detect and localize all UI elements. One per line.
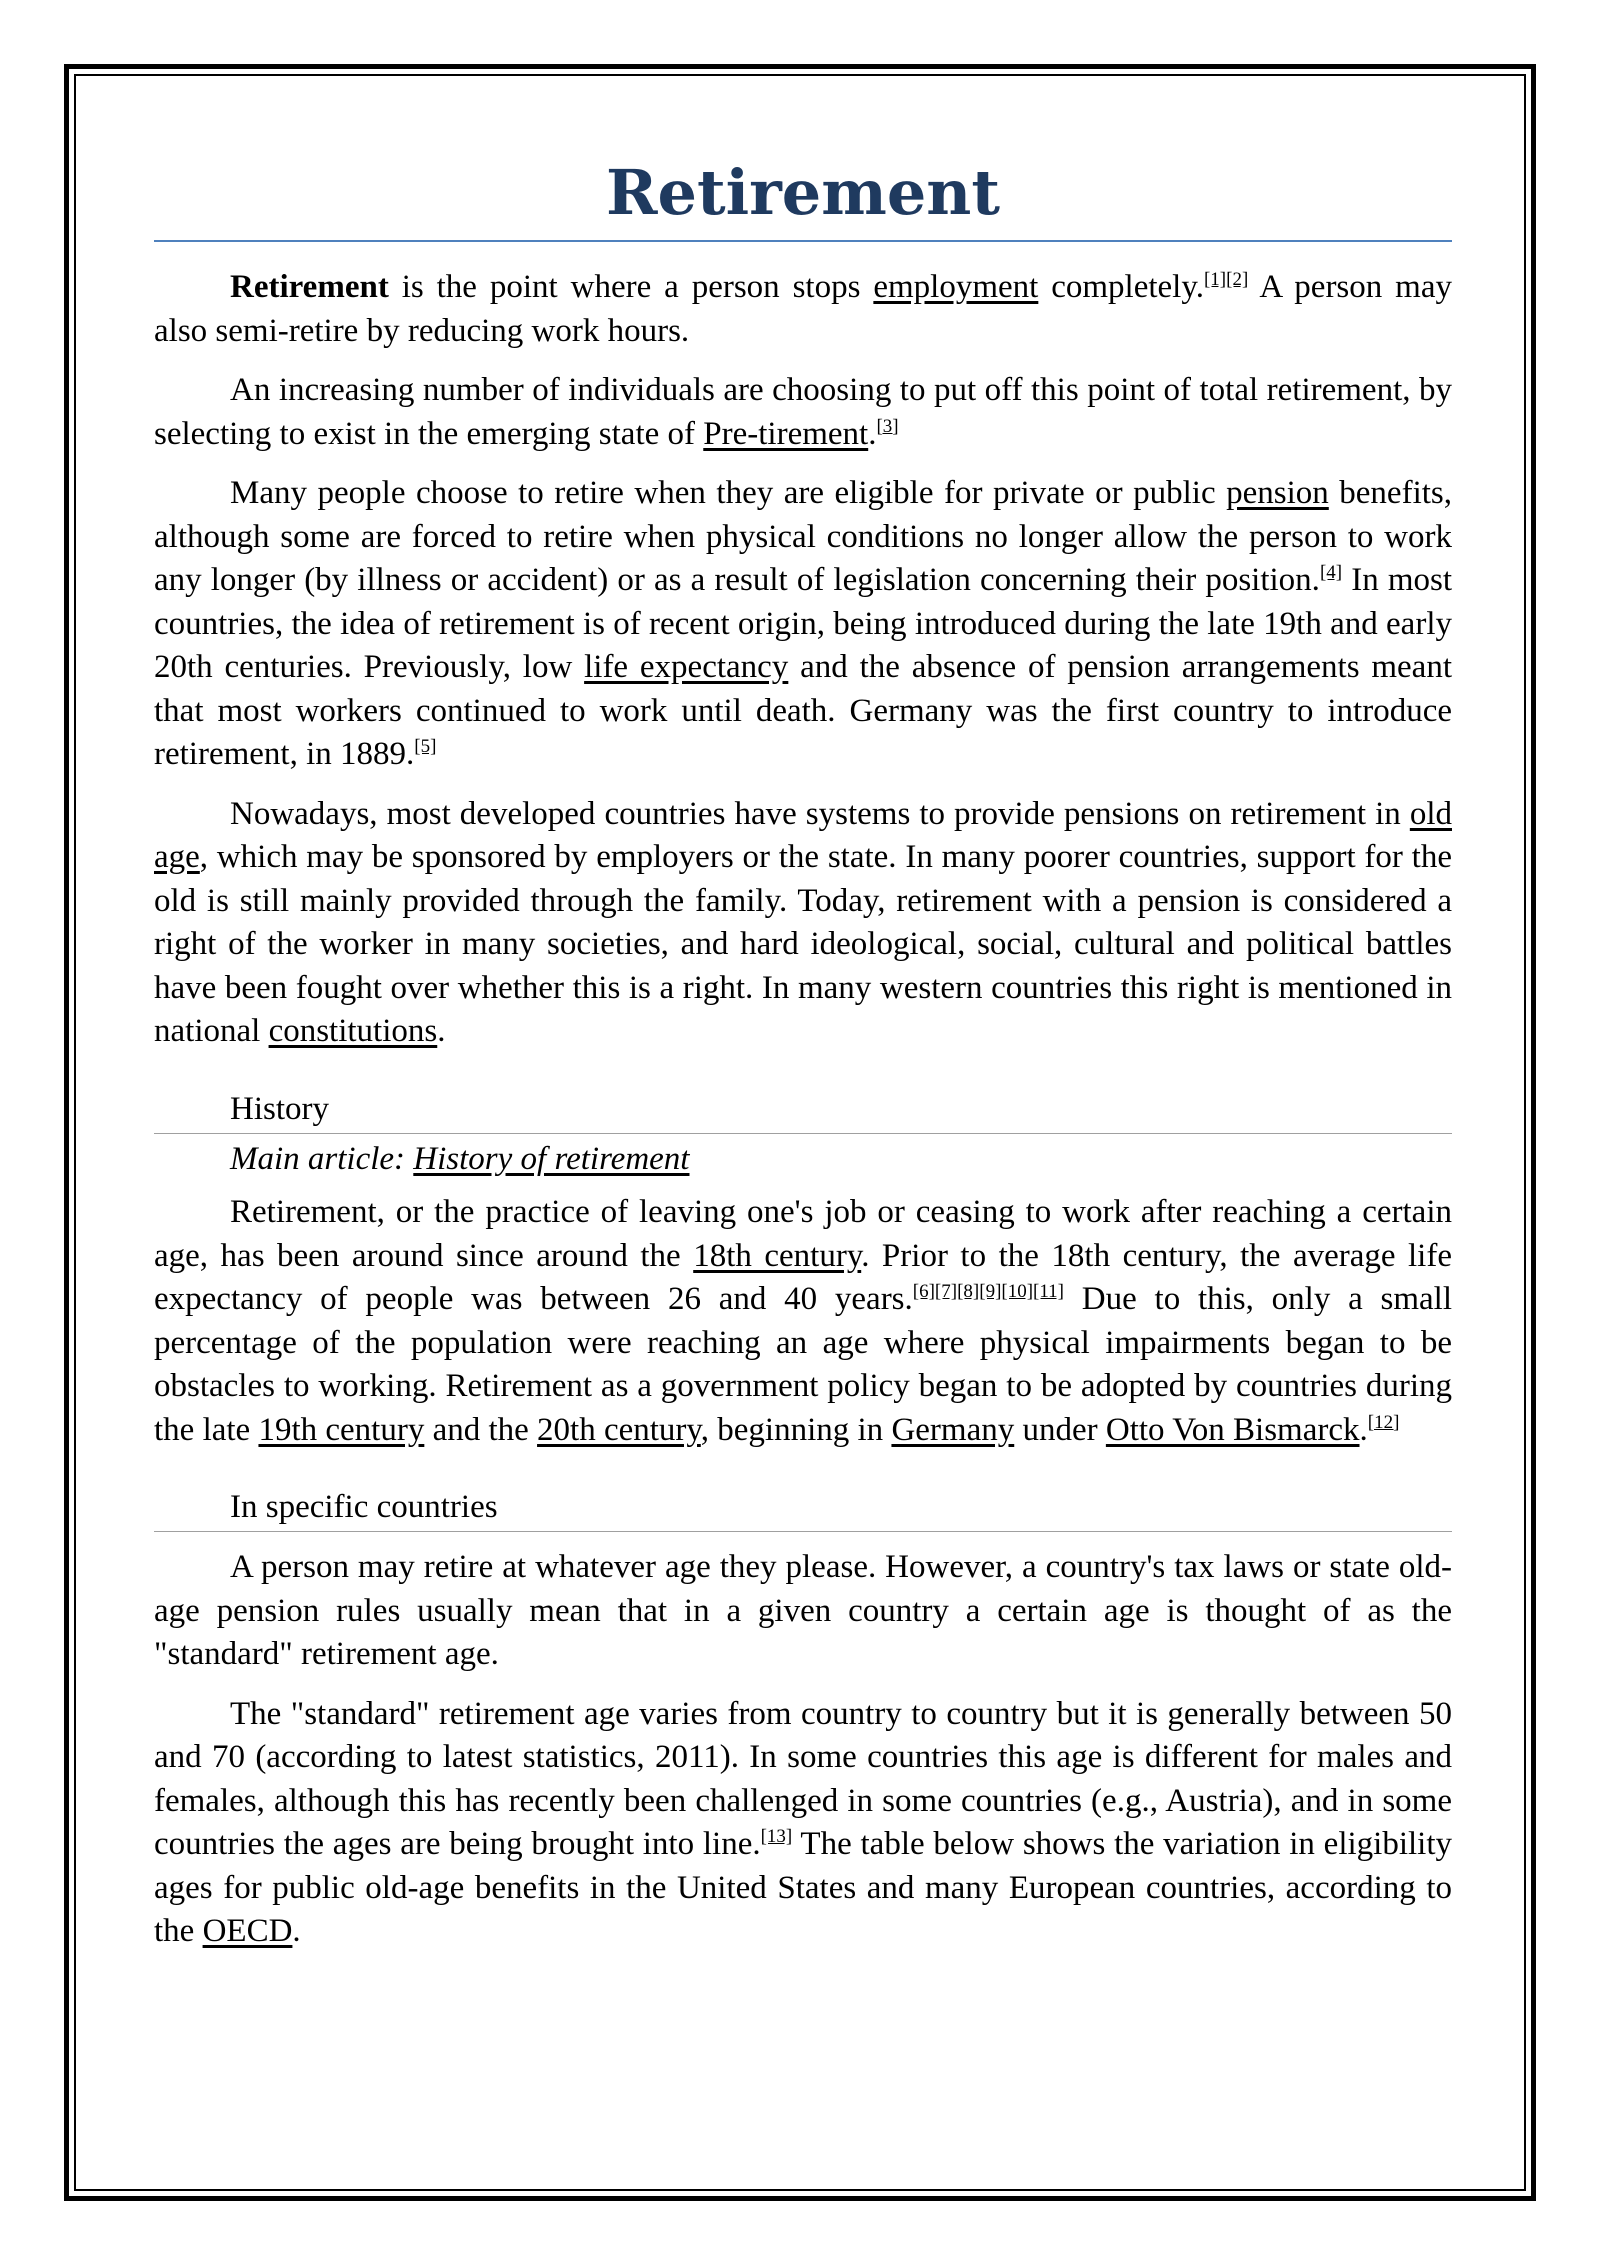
intro-paragraph-2: [154, 369, 1452, 456]
link-old-age[interactable]: old age: [154, 795, 1452, 875]
section-heading-specific-countries: In specific countries: [154, 1486, 1452, 1532]
section-heading-history: History: [154, 1088, 1452, 1134]
text-run: completely.: [1038, 269, 1204, 305]
citation-3[interactable]: [3]: [876, 415, 899, 437]
citation-6-11[interactable]: [6][7][8][9][10][11]: [912, 1281, 1065, 1302]
citation-4[interactable]: [4]: [1319, 562, 1343, 583]
countries-paragraph-2: [154, 1693, 1452, 1954]
link-otto-von-bismarck[interactable]: Otto Von Bismarck: [1105, 1411, 1360, 1448]
text-run: , beginning in: [700, 1411, 892, 1448]
text-run: . Prior to the 18th century, the average life expectancy of people was between 26 and 40 years.: [154, 1237, 1452, 1317]
link-oecd[interactable]: OECD: [202, 1913, 293, 1949]
text-run: .: [1359, 1411, 1368, 1448]
link-20th-century[interactable]: 20th century: [537, 1411, 701, 1448]
countries-paragraph-1: A person may retire at whatever age they please. However, a country's tax laws or state old-age pension rules usually mean that in a given country a certain age is thought of as the "standard" retirement age.: [154, 1549, 1452, 1672]
text-run: Due to this, only a small percentage of the population were reaching an age where physical impairments began to be obstacles to working. Retirement as a government policy began to be adopted by countries during the late: [154, 1281, 1453, 1448]
link-germany[interactable]: Germany: [891, 1411, 1015, 1448]
text-run: is the point where a person stops: [388, 269, 874, 305]
link-employment[interactable]: employment: [873, 269, 1039, 305]
text-run: and the: [424, 1411, 538, 1448]
citation-5[interactable]: [5]: [414, 736, 437, 757]
text-run: An increasing number of individuals are choosing to put off this point of total retirement, by selecting to exist in the emerging state of: [154, 372, 1452, 452]
history-paragraph: [154, 1191, 1452, 1452]
citation-1-2[interactable]: [1][2]: [1203, 269, 1249, 290]
text-run: .: [292, 1913, 301, 1949]
text-run: and the absence of pension arrangements meant that most workers continued to work until death. Germany was the first country to introduce retirement, in 1889.: [154, 649, 1452, 772]
text-run: benefits, although some are forced to retire when physical conditions no longer allow the person to work any longer (by illness or accident) or as a result of legislation concerning their position.: [154, 475, 1453, 598]
link-life-expectancy[interactable]: life expectancy: [584, 649, 789, 685]
page-title: Retirement: [605, 156, 1001, 229]
intro-paragraph-3: [154, 472, 1452, 777]
link-pre-tirement[interactable]: Pre-tirement: [703, 415, 869, 452]
term-bold: Retirement: [230, 269, 389, 305]
text-run: Nowadays, most developed countries have systems to provide pensions on retirement in: [230, 795, 1410, 832]
hatnote-prefix: Main article:: [230, 1140, 414, 1177]
text-run: A person may also semi-retire by reducing work hours.: [154, 269, 1452, 349]
intro-paragraph-4: [154, 793, 1452, 1054]
text-run: The "standard" retirement age varies from country to country but it is generally between 50 and 70 (according to latest statistics, 2011). In some countries this age is different for males and females, although this has recently been challenged in some countries (e.g., Austria), and in some countries the ages are being brought into line.: [154, 1695, 1452, 1862]
link-constitutions[interactable]: constitutions: [268, 1013, 438, 1049]
title-divider: [154, 240, 1452, 242]
citation-12[interactable]: [12]: [1367, 1411, 1400, 1433]
text-run: The table below shows the variation in eligibility ages for public old-age benefits in the United States and many European countries, according to the: [154, 1826, 1452, 1949]
intro-paragraph-1: [154, 266, 1452, 353]
text-run: under: [1014, 1411, 1106, 1448]
citation-13[interactable]: [13]: [760, 1826, 793, 1847]
document-body: [154, 148, 1452, 1970]
link-18th-century[interactable]: 18th century: [693, 1237, 862, 1274]
link-19th-century[interactable]: 19th century: [258, 1411, 425, 1448]
text-run: In most countries, the idea of retirement is of recent origin, being introduced during the late 19th and early 20th centuries. Previously, low: [154, 562, 1453, 685]
link-pension[interactable]: pension: [1226, 475, 1329, 511]
link-history-of-retirement[interactable]: History of retirement: [413, 1140, 690, 1177]
main-article-hatnote: [154, 1138, 1452, 1182]
text-run: .: [868, 415, 877, 452]
text-run: , which may be sponsored by employers or the state. In many poorer countries, support for the old is still mainly provided through the family. Today, retirement with a pension is considered a right of the worker in many societies, and hard ideological, social, cultural and political battles have been fought over whether this is a right. In many western countries this right is mentioned in national: [154, 839, 1452, 1049]
text-run: Retirement, or the practice of leaving one's job or ceasing to work after reaching a certain age, has been around since around the: [154, 1194, 1452, 1274]
text-run: Many people choose to retire when they are eligible for private or public: [230, 475, 1227, 511]
text-run: .: [437, 1013, 446, 1049]
